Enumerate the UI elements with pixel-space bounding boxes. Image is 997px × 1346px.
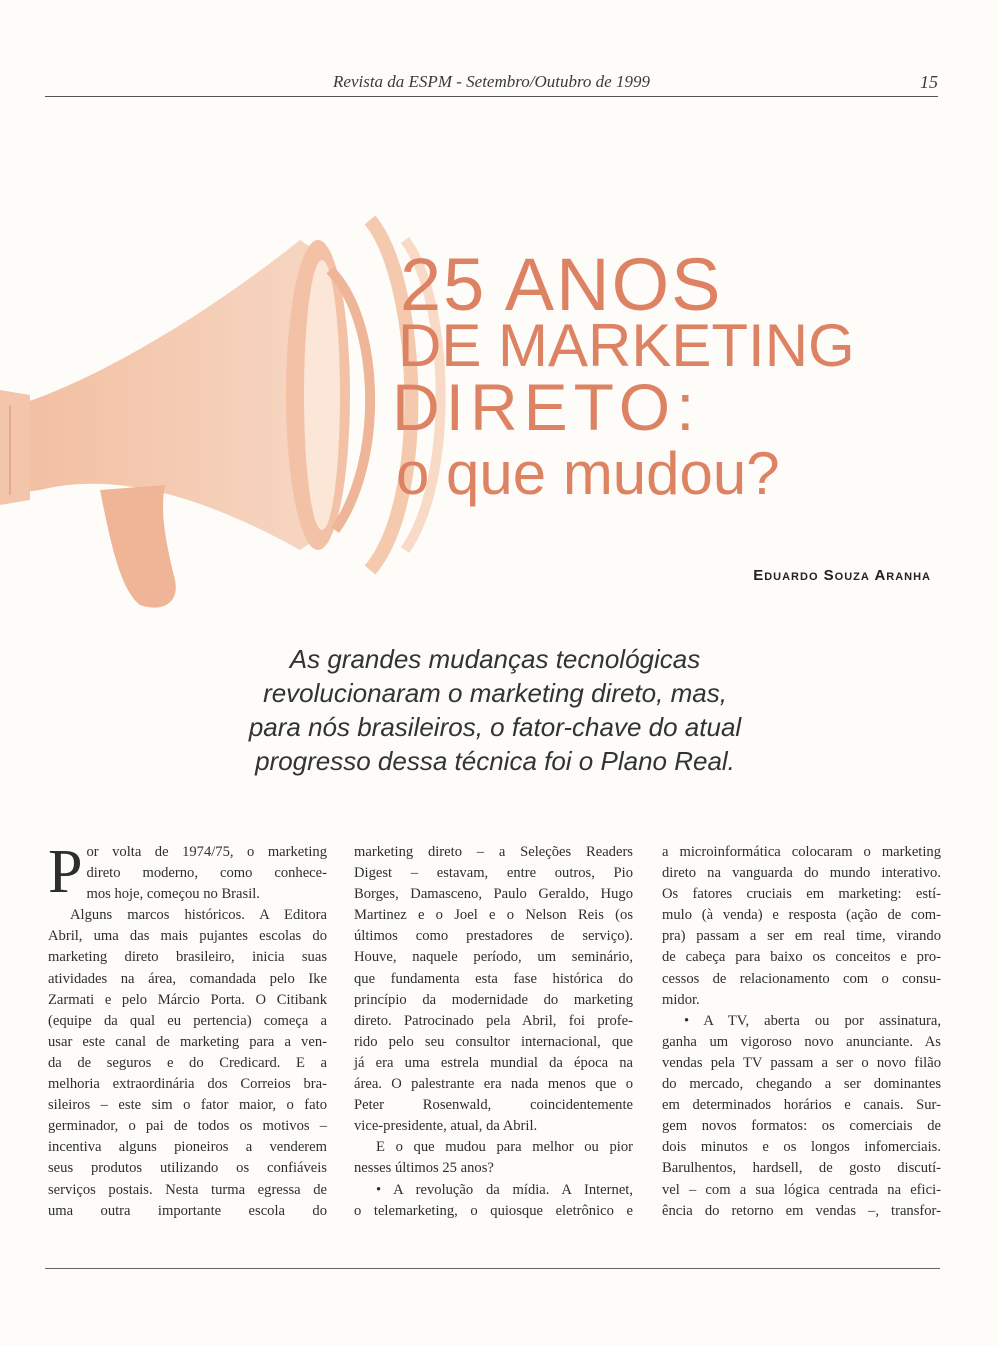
body-line: vendas pela TV passam a ser o novo filão: [662, 1054, 941, 1071]
body-line: Houve, naquele período, um seminário,: [354, 949, 633, 966]
body-line: dois minutos e os longos infomerciais.: [662, 1139, 941, 1156]
body-line: Zarmati e pelo Márcio Porta. O Citibank: [48, 991, 327, 1008]
body-line: do mercado, chegando a ser dominantes: [662, 1076, 941, 1093]
running-title: Revista da ESPM - Setembro/Outubro de 1999: [333, 72, 650, 91]
body-line: (equipe da qual eu pertencia) começa a: [48, 1012, 327, 1029]
body-line: serviços postais. Nesta turma egressa de: [48, 1181, 327, 1198]
body-line: E o que mudou para melhor ou pior: [376, 1139, 633, 1156]
body-line: ganha um vigoroso novo anunciante. As: [662, 1033, 941, 1050]
body-line: melhoria extraordinária dos Correios bra-: [48, 1076, 327, 1093]
body-line: • A revolução da mídia. A Internet,: [376, 1181, 633, 1198]
article-body: [0, 838, 997, 1222]
body-line: rido pelo seu consultor internacional, que: [354, 1033, 633, 1050]
body-line: a microinformática colocaram o marketing: [662, 844, 941, 860]
headline-line-2: DE MARKETING: [398, 312, 855, 379]
body-line: sileiros – este sim o fator maior, o fato: [48, 1097, 327, 1114]
body-column-1: [48, 838, 327, 1222]
body-line: vice-presidente, atual, da Abril.: [354, 1118, 538, 1135]
body-line: Peter Rosenwald, coincidentemente: [354, 1097, 633, 1114]
body-line: ência do retorno em vendas –, transfor-: [662, 1202, 941, 1219]
article-lead: [200, 642, 790, 778]
body-line: uma outra importante escola do: [48, 1202, 327, 1219]
body-line: últimos como prestadores de serviço).: [354, 928, 633, 945]
lead-line: revolucionaram o marketing direto, mas,: [263, 678, 727, 708]
body-line: em determinados horários e canais. Sur-: [662, 1097, 941, 1114]
body-line: mulo (à venda) e resposta (ação de com-: [662, 907, 941, 924]
body-line: gem novos formatos: os comerciais de: [662, 1118, 941, 1135]
body-line: Barulhentos, hardsell, de gosto discutí-: [662, 1160, 941, 1177]
body-line: Borges, Damasceno, Paulo Geraldo, Hugo: [354, 886, 633, 903]
headline-line-3: DIRETO:: [392, 370, 701, 444]
body-line: Abril, uma das mais pujantes escolas do: [48, 928, 327, 945]
body-line: • A TV, aberta ou por assinatura,: [684, 1012, 941, 1029]
body-line: vel – com a sua lógica centrada na efici-: [662, 1181, 941, 1198]
lead-line: As grandes mudanças tecnológicas: [289, 644, 701, 674]
body-line: germinador, o pai de todos os motivos –: [48, 1118, 327, 1135]
headline-line-4: o que mudou?: [396, 440, 780, 507]
body-line: incentiva alguns pioneiros a venderem: [48, 1139, 327, 1156]
body-line: marketing direto – a Seleções Readers: [354, 844, 633, 860]
headline-line-1: 25 ANOS: [400, 243, 723, 326]
body-line: nesses últimos 25 anos?: [354, 1160, 494, 1177]
body-column-3: [662, 842, 941, 1222]
body-line: or volta de 1974/75, o marketing: [86, 844, 327, 860]
body-line: Digest – estavam, entre outros, Pio: [354, 865, 633, 882]
body-column-2: [354, 842, 633, 1222]
body-line: Os fatores cruciais em marketing: estí-: [662, 886, 941, 903]
body-line: que fundamenta esta fase histórica do: [354, 970, 633, 987]
body-line: princípio da modernidade do marketing: [354, 991, 633, 1008]
body-line: área. O palestrante era nada menos que o: [354, 1076, 633, 1093]
megaphone-icon: [0, 220, 441, 608]
page-number: 15: [920, 72, 938, 92]
body-line: atividades na área, comandada pelo Ike: [48, 970, 327, 987]
lead-line: progresso dessa técnica foi o Plano Real.: [255, 746, 735, 776]
body-line: cessos de relacionamento com o consu-: [662, 970, 941, 987]
running-header: [45, 70, 938, 97]
body-line: Alguns marcos históricos. A Editora: [70, 907, 327, 924]
body-line: de cabeça para baixo os conceitos e pro-: [662, 949, 941, 966]
body-line: o telemarketing, o quiosque eletrônico e: [354, 1202, 633, 1219]
body-line: da de seguros e do Credicard. E a: [48, 1054, 327, 1071]
body-line: midor.: [662, 991, 700, 1008]
author-byline: Eduardo Souza Aranha: [753, 567, 931, 584]
body-line: direto. Patrocinado pela Abril, foi profe-: [354, 1012, 633, 1029]
body-line: direto moderno, como conhece-: [86, 865, 327, 882]
body-line: direto na vanguarda do mundo interativo.: [662, 865, 941, 882]
body-line: mos hoje, começou no Brasil.: [86, 886, 260, 903]
body-line: Martinez e o Joel e o Nelson Reis (os: [354, 907, 633, 924]
body-line: pra) passam a ser em real time, virando: [662, 928, 941, 945]
footer-rule: [45, 1268, 940, 1269]
body-line: marketing direto brasileiro, inicia suas: [48, 949, 327, 966]
lead-line: para nós brasileiros, o fator-chave do atual: [248, 712, 742, 742]
drop-cap: P: [48, 838, 83, 906]
body-line: já era uma estrela mundial da época na: [354, 1054, 633, 1071]
body-line: seus produtos utilizando os confiáveis: [48, 1160, 327, 1177]
body-line: usar este canal de marketing para a ven-: [48, 1033, 327, 1050]
